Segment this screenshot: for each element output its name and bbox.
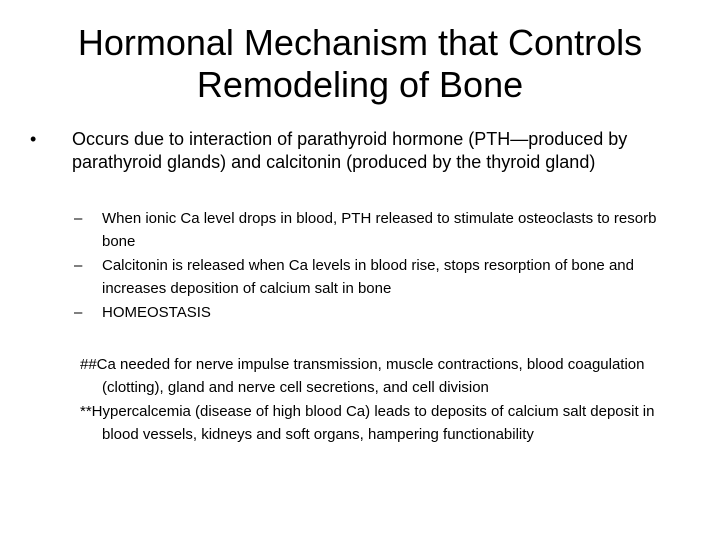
sub-bullet-1	[74, 207, 672, 253]
title-line-2: Remodeling of Bone	[196, 64, 524, 105]
sub-bullet-marker: –	[74, 210, 83, 227]
sub-bullet-marker: –	[74, 304, 83, 321]
sub-bullet-3	[74, 301, 672, 324]
sub-bullet-text: Calcitonin is released when Ca levels in blood rise, stops resorption of bone and increases deposition of calcium salt in bone	[102, 257, 634, 297]
sub-bullet-marker: –	[74, 257, 83, 274]
sub-bullet-text: HOMEOSTASIS	[102, 304, 211, 321]
title-line-1: Hormonal Mechanism that Controls	[77, 22, 643, 63]
slide-title	[0, 22, 720, 106]
sub-bullet-text: When ionic Ca level drops in blood, PTH released to stimulate osteoclasts to resorb bone	[102, 210, 657, 250]
note-lead: ##Ca needed for nerve impulse transmission, muscle contractions, blood	[80, 356, 564, 373]
main-bullet-text: Occurs due to interaction of parathyroid hormone (PTH—produced by parathyroid glands) and calcitonin (produced by the thyroid gland)	[72, 129, 628, 172]
note-rest: coagulation (clotting), gland and nerve cell secretions, and cell division	[102, 356, 645, 396]
note-lead: **Hypercalcemia (disease of high blood Ca) leads to deposits of calcium	[80, 403, 559, 420]
sub-bullet-2	[74, 254, 672, 300]
bullet-marker: •	[30, 129, 37, 149]
note-hypercalcemia	[80, 400, 672, 446]
note-calcium-uses	[80, 353, 672, 399]
main-bullet	[30, 128, 672, 174]
note-rest: salt deposit in blood vessels, kidneys and soft organs, hampering functionability	[102, 403, 655, 443]
